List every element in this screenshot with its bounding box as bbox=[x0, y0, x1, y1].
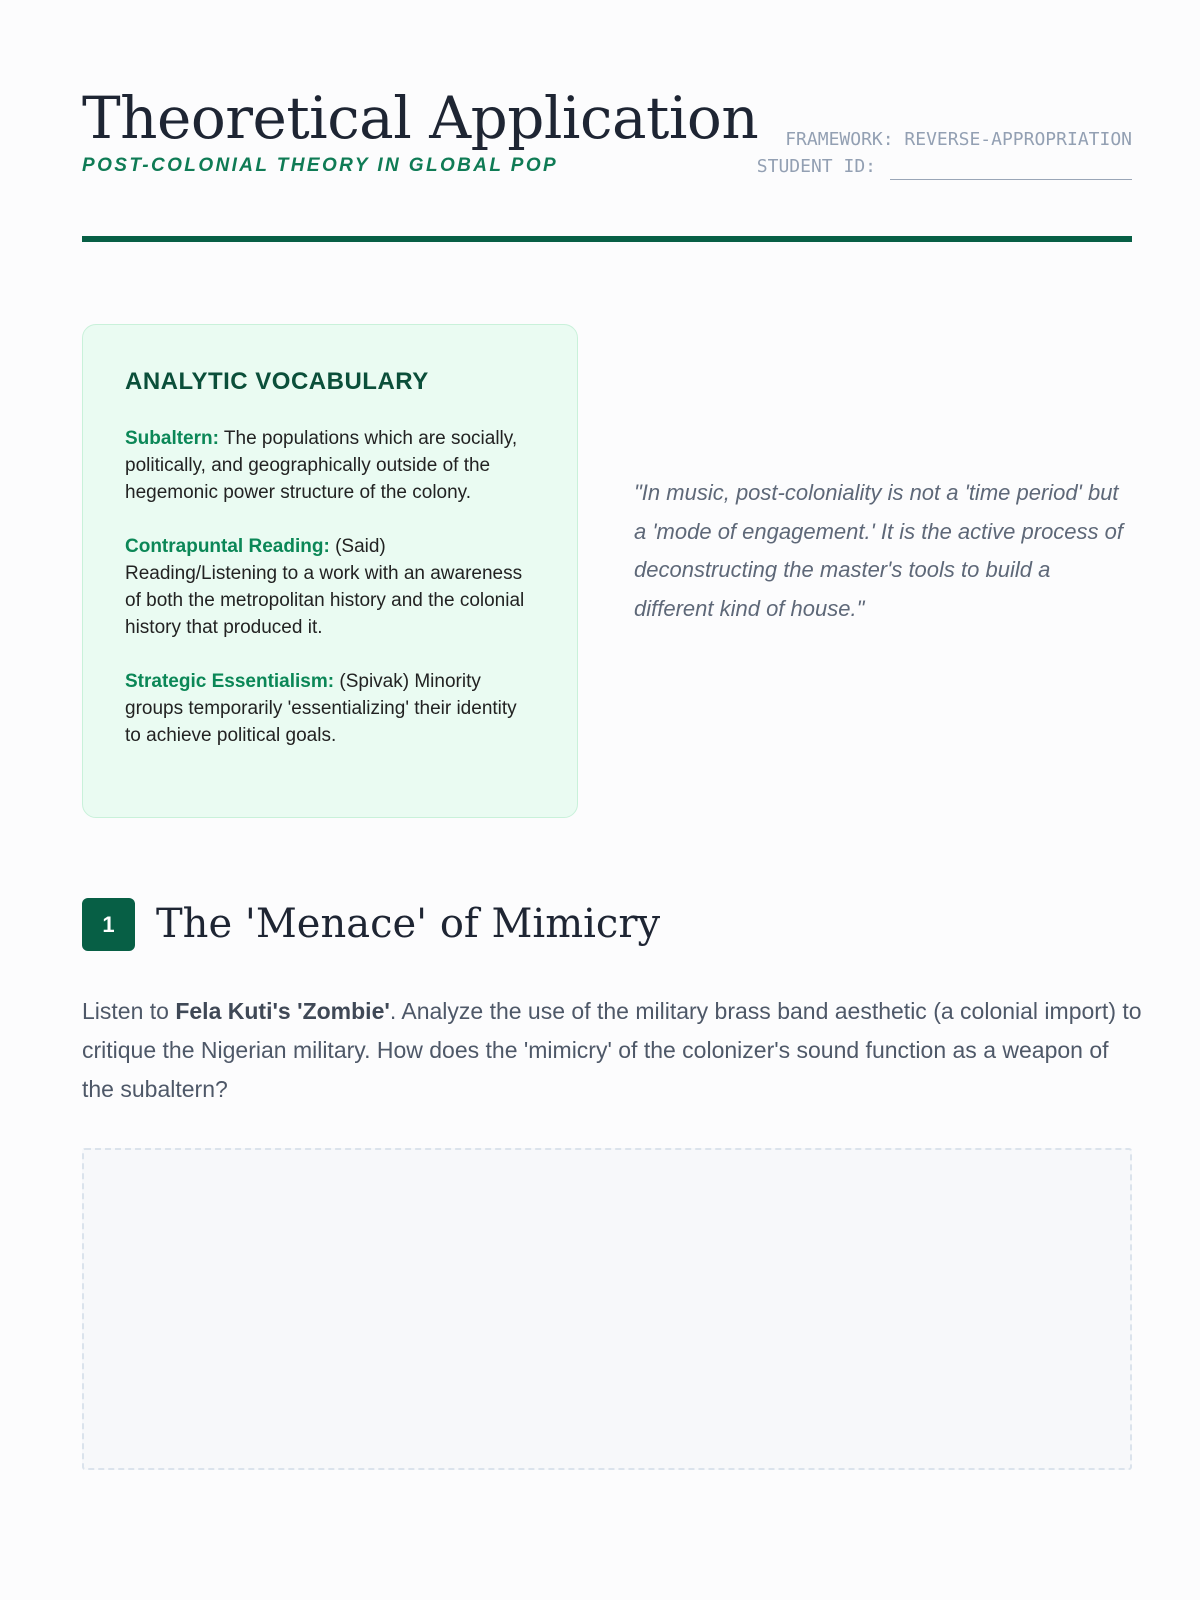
section-number-badge: 1 bbox=[82, 898, 135, 951]
framework-label: FRAMEWORK: REVERSE-APPROPRIATION bbox=[785, 129, 1132, 150]
prompt-question: . Analyze the use of the military brass band aesthetic (a colonial import) to critique the Nigerian military. How does the 'mimicry' of the colonizer's sound function as a weapon of the subaltern? bbox=[82, 998, 1142, 1102]
vocabulary-title: ANALYTIC VOCABULARY bbox=[125, 368, 429, 395]
page-subtitle: POST-COLONIAL THEORY IN GLOBAL POP bbox=[82, 155, 559, 176]
framework-row bbox=[742, 126, 1132, 153]
analytic-vocabulary-box bbox=[82, 324, 578, 818]
vocabulary-term: Subaltern: bbox=[125, 428, 219, 449]
answer-area[interactable] bbox=[82, 1148, 1132, 1470]
section-title: The 'Menace' of Mimicry bbox=[156, 901, 661, 947]
vocabulary-entry-contrapuntal-reading bbox=[125, 533, 537, 641]
vocabulary-entry-strategic-essentialism bbox=[125, 668, 537, 749]
student-id-row bbox=[742, 153, 1132, 180]
worksheet-header bbox=[82, 82, 1132, 182]
prompt-intro: Listen to bbox=[82, 998, 176, 1024]
vocabulary-definition: (Said) Reading/Listening to a work with an awareness of both the metropolitan history and the colonial history that produced it. bbox=[125, 536, 525, 638]
student-id-input-line[interactable] bbox=[890, 162, 1132, 180]
section-prompt bbox=[82, 992, 1142, 1109]
vocabulary-definition: The populations which are socially, politically, and geographically outside of the hegemonic power structure of the colony. bbox=[125, 428, 518, 503]
vocabulary-term: Strategic Essentialism: bbox=[125, 671, 335, 692]
worksheet-meta bbox=[742, 126, 1132, 180]
vocabulary-definition: (Spivak) Minority groups temporarily 'essentializing' their identity to achieve political goals. bbox=[125, 671, 517, 746]
prompt-song-title: Fela Kuti's 'Zombie' bbox=[175, 998, 390, 1024]
page-title: Theoretical Application bbox=[82, 84, 759, 152]
student-id-label: STUDENT ID: bbox=[756, 156, 876, 177]
post-coloniality-quote: "In music, post-coloniality is not a 'time period' but a 'mode of engagement.' It is the active process of deconstructing the master's tools to build a different kind of house." bbox=[634, 480, 1124, 621]
vocabulary-entry-subaltern bbox=[125, 425, 537, 506]
vocabulary-term: Contrapuntal Reading: bbox=[125, 536, 330, 557]
header-divider bbox=[82, 236, 1132, 242]
